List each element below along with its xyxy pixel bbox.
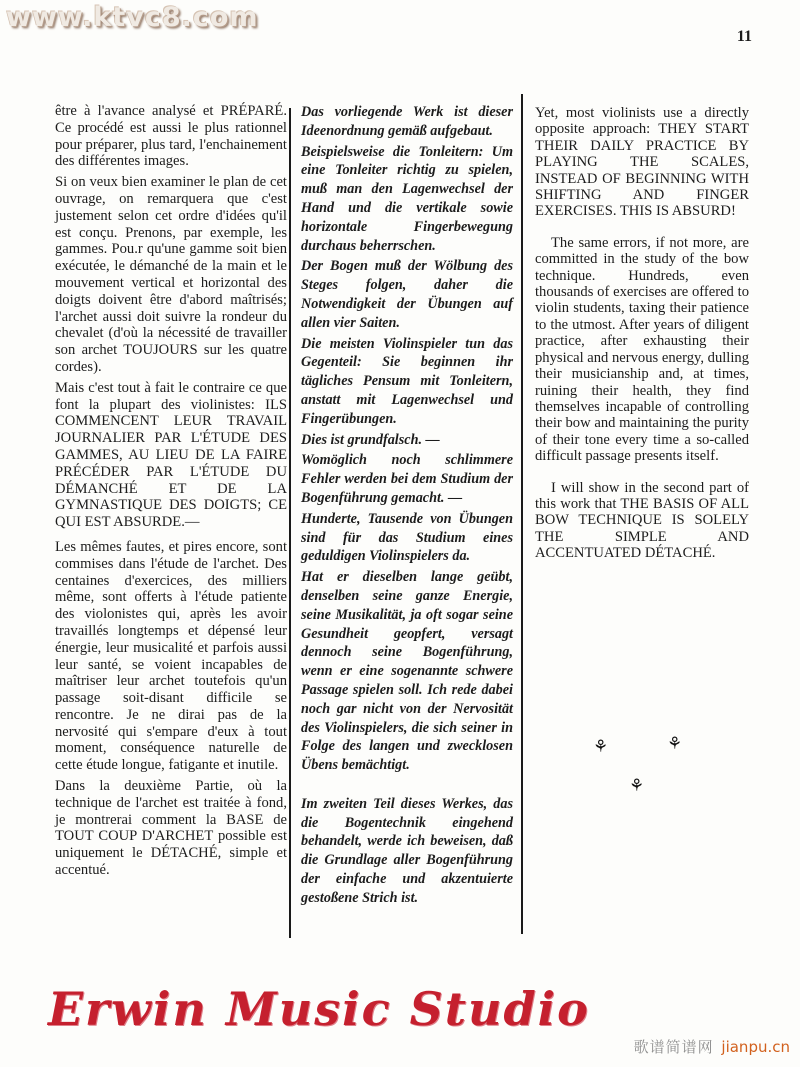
floral-ornament-icon: ⚘ <box>593 737 609 757</box>
watermark-bottom-latin: jianpu.cn <box>721 1038 790 1056</box>
floral-ornament-icon: ⚘ <box>629 776 645 796</box>
column-divider-left <box>289 108 291 938</box>
column-divider-right <box>521 94 523 934</box>
french-paragraph-2: Si on veux bien examiner le plan de cet ouvrage, on remarquera que c'est justement selon cet ordre d'idées qu'il est conçu. Prenons, par exemple, les gammes. Pou.r qu'une gamme soit bien exécutée, le démanché de la main et le mouvement vertical et horizontal des doigts doivent être d'abord maîtrisés; l'archet aussi doit suivre la rondeur du chevalet (d'où la nécessité de travailler son archet TOUJOURS sur les quatre cordes). <box>55 174 287 375</box>
page-number: 11 <box>736 28 752 45</box>
german-paragraph-7: Hunderte, Tausende von Übungen sind für das Studium eines geduldigen Violinspielers da. <box>301 510 513 565</box>
english-paragraph-2: The same errors, if not more, are committed in the study of the bow technique. Hundreds, even thousands of exercises are offered to violin students, taxing their patience to the utmost. After years of diligent practice, after exhausting their physical and nervous energy, dulling their musicianship and, at times, ruining their health, they find themselves incapable of controlling their bow and maintaining the purity of their tone every time a so-called difficult passage presents itself. <box>535 234 749 465</box>
watermark-bottom <box>634 1036 790 1057</box>
column-french <box>55 103 287 883</box>
french-paragraph-4: Les mêmes fautes, et pires encore, sont commises dans l'étude de l'archet. Des centaines d'exercices, des milliers même, sont offerts à l'étude patiente des violonistes qui, après les avoir travaillés longtemps et dépensé leur énergie, leur musicalité et parfois aussi leur santé, se voient incapables de maîtriser leur archet toutefois qu'un passage soit-disant difficile se rencontre. Je ne dirai pas de la nervosité qui s'empare d'eux à tout moment, conséquence naturelle de cette étude longue, fatigante et inutile. <box>55 538 287 774</box>
german-paragraph-4: Die meisten Violinspieler tun das Gegenteil: Sie beginnen ihr tägliches Pensum mit Tonleitern, anstatt mit Lagenwechsel und Fingerübungen. <box>301 335 513 427</box>
german-paragraph-9: Im zweiten Teil dieses Werkes, das die Bogentechnik eingehend behandelt, werde ich beweisen, daß die Grundlage aller Bogenführung der einfache und akzentuierte gestoßene Strich ist. <box>301 795 513 906</box>
column-german <box>301 103 513 910</box>
column-english <box>535 105 749 577</box>
french-paragraph-5: Dans la deuxième Partie, où la technique de l'archet est traitée à fond, je montrerai comment la BASE de TOUT COUP D'ARCHET possible est uniquement le DÉTACHÉ, simple et accentué. <box>55 778 287 879</box>
german-paragraph-8: Hat er dieselben lange geübt, denselben seine ganze Energie, seine Musikalität, ja oft sogar seine Gesundheit geopfert, versagt dennoch seine Bogenführung, wenn er eine sogenannte schwere Passage spielen soll. Ich rede dabei noch gar nicht von der Nervosität des Violinspielers, die sich seiner in Folge des langen und zwecklosen Übens bemächtigt. <box>301 569 513 774</box>
english-paragraph-1: Yet, most violinists use a directly opposite approach: THEY START THEIR DAILY PRACTICE BY PLAYING THE SCALES, INSTEAD OF BEGINNING WITH SHIFTING AND FINGER EXERCISES. THIS IS ABSURD! <box>535 105 749 220</box>
german-paragraph-5: Dies ist grundfalsch. — <box>301 431 440 448</box>
french-paragraph-1: être à l'avance analysé et PRÉPARÉ. Ce procédé est aussi le plus rationnel pour préparer, plus tard, l'enchainement des différentes images. <box>55 103 287 170</box>
german-paragraph-2: Beispielsweise die Tonleitern: Um eine Tonleiter richtig zu spielen, muß man den Lagenwechsel der Hand und die vertikale sowie horizontale Fingerbewegung durchaus beherrschen. <box>301 143 513 254</box>
watermark-top: www.ktvc8.com <box>6 2 259 33</box>
floral-ornament-icon: ⚘ <box>667 734 683 754</box>
german-paragraph-1: Das vorliegende Werk ist dieser Ideenordnung gemäß aufgebaut. <box>301 104 513 139</box>
german-paragraph-6: Womöglich noch schlimmere Fehler werden bei dem Studium der Bogenführung gemacht. — <box>301 452 513 506</box>
watermark-bottom-cjk: 歌谱简谱网 <box>633 1038 714 1056</box>
german-paragraph-3: Der Bogen muß der Wölbung des Steges folgen, daher die Notwendigkeit der Übungen auf allen vier Saiten. <box>301 258 513 331</box>
studio-signature: Erwin Music Studio <box>48 982 590 1036</box>
french-paragraph-3: Mais c'est tout à fait le contraire ce que font la plupart des violinistes: ILS COMMENCENT LEUR TRAVAIL JOURNALIER PAR L'ÉTUDE DES GAMMES, AU LIEU DE LA FAIRE PRÉCÉDER PAR L'ÉTUDE DU DÉMANCHÉ ET DE LA GYMNASTIQUE DES DOIGTS; CE QUI EST ABSURDE.— <box>55 379 287 531</box>
english-paragraph-3: I will show in the second part of this work that THE BASIS OF ALL BOW TECHNIQUE IS SOLELY THE SIMPLE AND ACCENTUATED DÉTACHÉ. <box>535 479 749 562</box>
